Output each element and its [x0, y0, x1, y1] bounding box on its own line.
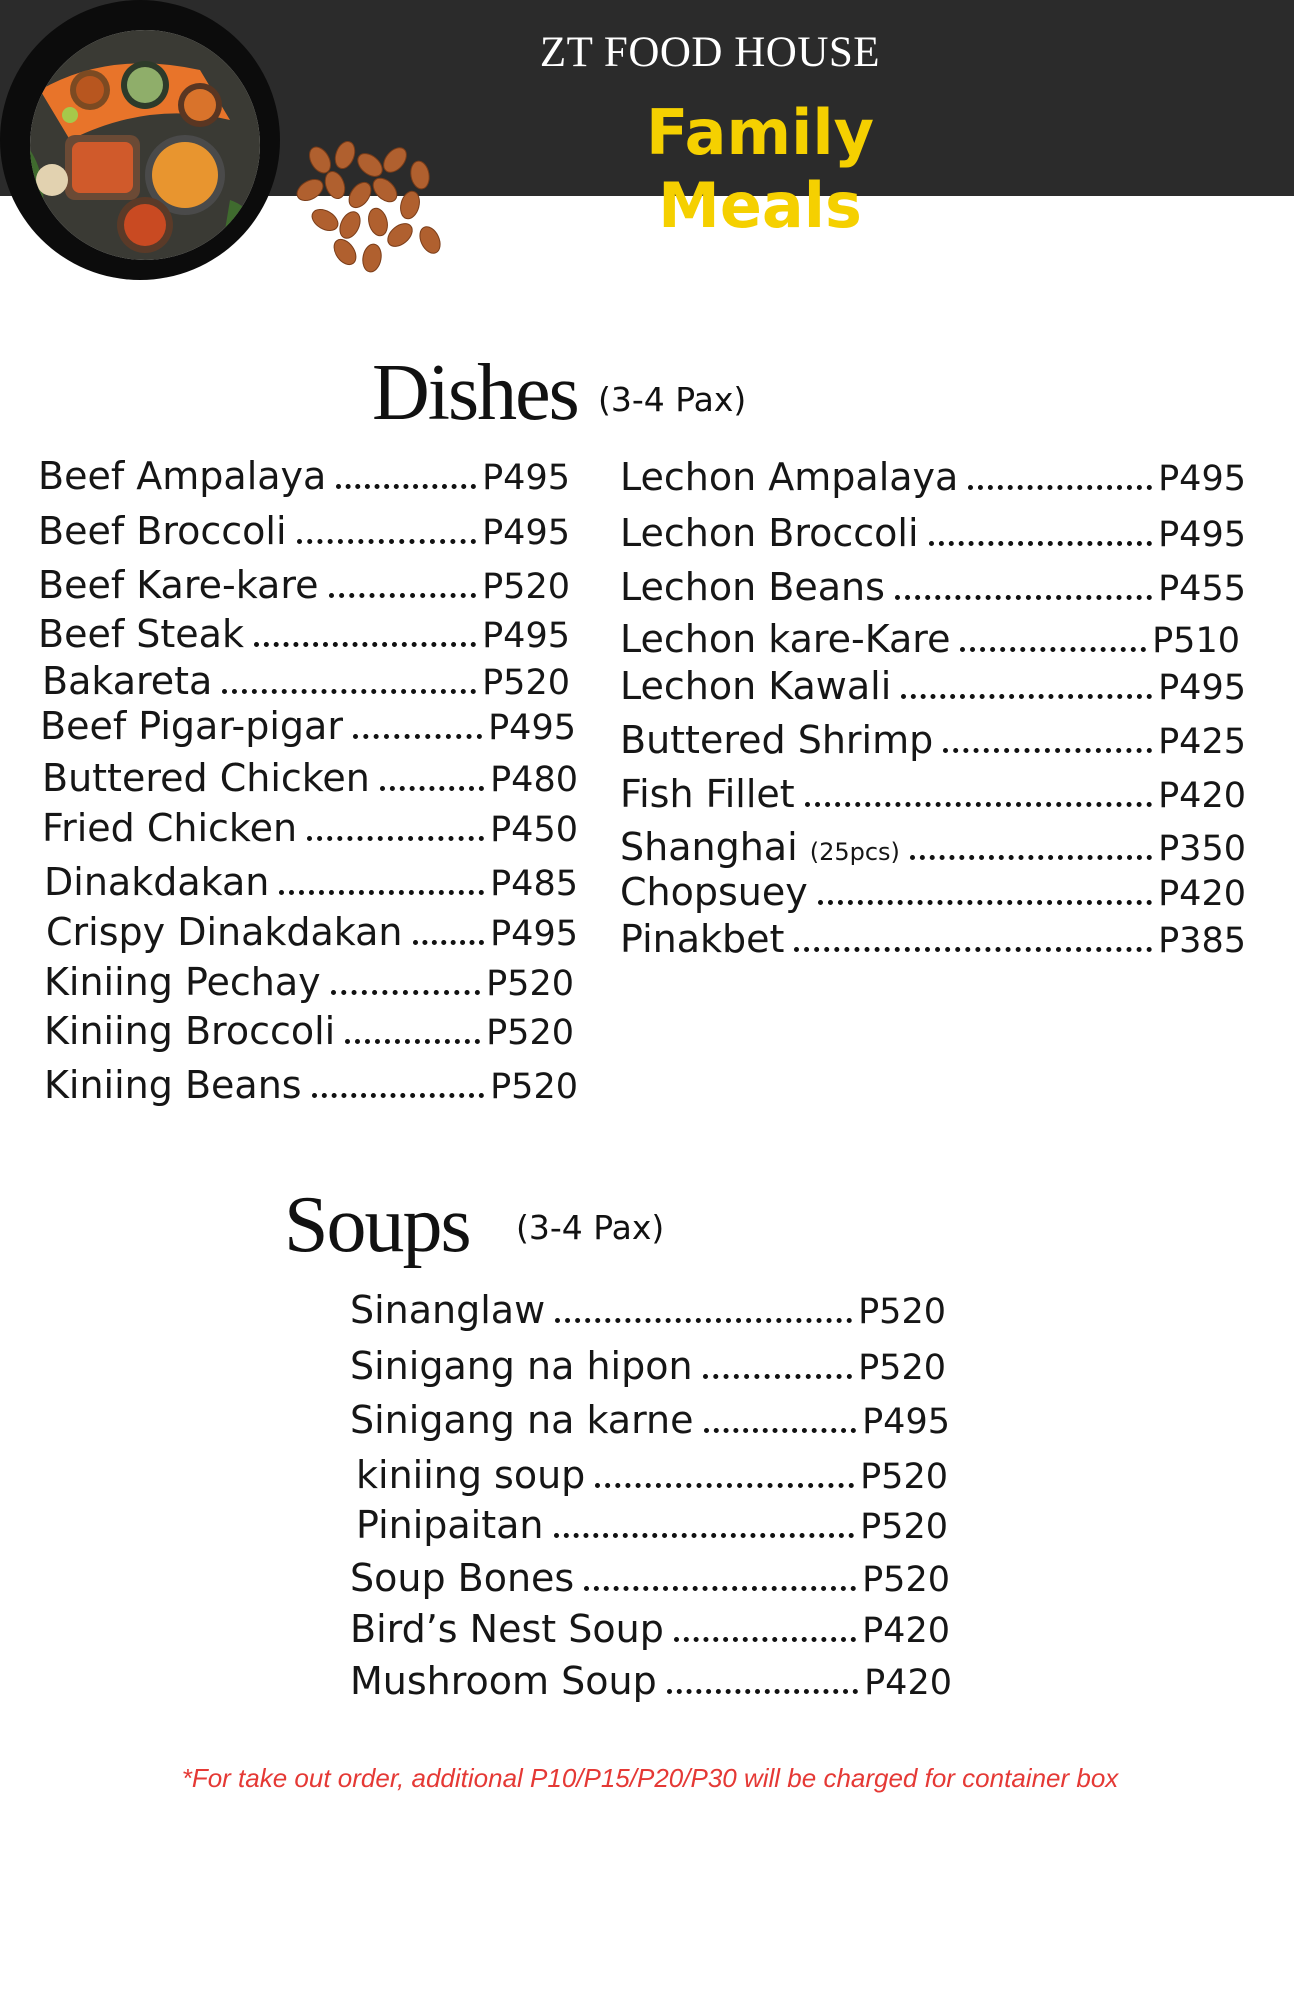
item-name: Beef Ampalaya — [38, 454, 327, 498]
dot-leader — [584, 1586, 856, 1591]
dot-leader — [345, 1039, 480, 1044]
item-price: P520 — [482, 663, 570, 703]
item-name: Beef Kare-kare — [38, 563, 319, 607]
menu-item-row — [620, 870, 1246, 916]
item-name: kiniing soup — [356, 1453, 586, 1497]
item-price: P425 — [1158, 722, 1246, 762]
item-name: Lechon Kawali — [620, 664, 892, 708]
dot-leader — [805, 802, 1152, 807]
item-price: P520 — [860, 1507, 948, 1547]
soups-subtitle: (3-4 Pax) — [516, 1208, 665, 1247]
dot-leader — [297, 539, 477, 544]
dishes-subtitle: (3-4 Pax) — [598, 380, 747, 419]
item-name: Kiniing Pechay — [44, 960, 321, 1004]
item-name: Sinigang na karne — [350, 1398, 694, 1442]
dot-leader — [380, 786, 484, 791]
menu-item-row — [620, 455, 1246, 501]
menu-item-row — [40, 704, 576, 750]
dot-leader — [254, 642, 476, 647]
menu-item-row — [38, 509, 570, 555]
dot-leader — [595, 1483, 854, 1488]
menu-item-row — [350, 1288, 946, 1334]
menu-item-row — [38, 612, 570, 658]
item-note: (25pcs) — [809, 838, 900, 866]
item-name: Beef Pigar-pigar — [40, 704, 343, 748]
dot-leader — [554, 1533, 855, 1538]
item-price: P520 — [482, 567, 570, 607]
item-name: Pinakbet — [620, 917, 785, 961]
item-price: P520 — [486, 1013, 574, 1053]
item-name: Fish Fillet — [620, 772, 795, 816]
menu-item-row — [42, 806, 578, 852]
item-price: P520 — [858, 1292, 946, 1332]
item-name: Fried Chicken — [42, 806, 298, 850]
menu-item-row — [620, 917, 1246, 963]
dot-leader — [331, 990, 480, 995]
dot-leader — [667, 1689, 858, 1694]
item-price: P420 — [862, 1611, 950, 1651]
item-name: Buttered Shrimp — [620, 718, 934, 762]
food-photo-logo — [0, 0, 280, 280]
menu-item-row — [46, 910, 578, 956]
item-price: P520 — [486, 964, 574, 1004]
item-name: Bakareta — [42, 659, 213, 703]
item-name: Pinipaitan — [356, 1503, 544, 1547]
menu-item-row — [356, 1503, 948, 1549]
menu-item-row — [356, 1453, 948, 1499]
menu-item-row — [350, 1344, 946, 1390]
item-price: P520 — [490, 1067, 578, 1107]
item-name: Buttered Chicken — [42, 756, 370, 800]
dot-leader — [329, 593, 477, 598]
item-price: P350 — [1158, 829, 1246, 869]
dot-leader — [704, 1428, 857, 1433]
item-name: Lechon Broccoli — [620, 511, 919, 555]
dot-leader — [279, 890, 484, 895]
menu-item-row — [42, 659, 570, 705]
dot-leader — [353, 734, 482, 739]
dot-leader — [307, 836, 484, 841]
item-price: P385 — [1158, 921, 1246, 961]
item-name: Lechon kare-Kare — [620, 617, 951, 661]
dot-leader — [674, 1637, 856, 1642]
item-name: Crispy Dinakdakan — [46, 910, 403, 954]
item-price: P495 — [482, 616, 570, 656]
takeout-note: *For take out order, additional P10/P15/P20/P30 will be charged for container box — [181, 1763, 1119, 1793]
item-name: Bird’s Nest Soup — [350, 1607, 664, 1651]
dot-leader — [895, 595, 1152, 600]
item-name: Lechon Beans — [620, 565, 885, 609]
dot-leader — [943, 748, 1152, 753]
dot-leader — [312, 1093, 485, 1098]
item-name: Beef Broccoli — [38, 509, 287, 553]
item-price: P520 — [860, 1457, 948, 1497]
dot-leader — [555, 1318, 852, 1323]
food-photo — [30, 30, 260, 260]
dot-leader — [818, 900, 1152, 905]
item-price: P495 — [1158, 459, 1246, 499]
item-name: Sinigang na hipon — [350, 1344, 693, 1388]
item-name: Kiniing Broccoli — [44, 1009, 336, 1053]
item-price: P495 — [1158, 668, 1246, 708]
item-price: P520 — [862, 1560, 950, 1600]
menu-item-row — [350, 1659, 952, 1705]
menu-item-row — [42, 756, 578, 802]
item-price: P520 — [858, 1348, 946, 1388]
menu-item-row — [620, 617, 1240, 663]
item-price: P420 — [1158, 776, 1246, 816]
menu-item-row — [620, 718, 1246, 764]
dot-leader — [794, 947, 1152, 952]
restaurant-name: ZT FOOD HOUSE — [539, 29, 881, 76]
dot-leader — [222, 689, 476, 694]
item-price: P495 — [862, 1402, 950, 1442]
dot-leader — [929, 541, 1153, 546]
item-name-text: Shanghai — [620, 825, 798, 869]
item-name: Beef Steak — [38, 612, 244, 656]
almonds-decoration — [290, 140, 450, 280]
menu-item-row — [44, 960, 574, 1006]
item-price: P495 — [1158, 515, 1246, 555]
menu-item-row — [620, 772, 1246, 818]
soups-title: Soups — [284, 1181, 470, 1269]
menu-item-row — [620, 825, 1246, 871]
item-price: P495 — [482, 458, 570, 498]
menu-item-row — [620, 565, 1246, 611]
item-price: P450 — [490, 810, 578, 850]
item-name — [620, 825, 900, 869]
menu-item-row — [620, 511, 1246, 557]
item-name: Kiniing Beans — [44, 1063, 302, 1107]
item-price: P495 — [490, 914, 578, 954]
item-price: P420 — [864, 1663, 952, 1703]
item-name: Sinanglaw — [350, 1288, 546, 1332]
dot-leader — [413, 940, 485, 945]
menu-item-row — [38, 454, 570, 500]
menu-item-row — [44, 1009, 574, 1055]
item-price: P480 — [490, 760, 578, 800]
item-name: Dinakdakan — [44, 860, 270, 904]
menu-item-row — [38, 563, 570, 609]
menu-item-row — [350, 1398, 950, 1444]
item-price: P485 — [490, 864, 578, 904]
dot-leader — [910, 855, 1152, 860]
item-price: P510 — [1152, 621, 1240, 661]
item-name: Chopsuey — [620, 870, 808, 914]
dot-leader — [336, 484, 476, 489]
dot-leader — [960, 647, 1146, 652]
item-price: P455 — [1158, 569, 1246, 609]
item-price: P495 — [488, 708, 576, 748]
item-price: P420 — [1158, 874, 1246, 914]
item-name: Lechon Ampalaya — [620, 455, 959, 499]
item-name: Mushroom Soup — [350, 1659, 657, 1703]
dot-leader — [703, 1374, 853, 1379]
menu-item-row — [44, 1063, 578, 1109]
menu-item-row — [620, 664, 1246, 710]
menu-item-row — [350, 1556, 950, 1602]
dot-leader — [968, 485, 1152, 490]
menu-item-row — [44, 860, 578, 906]
menu-item-row — [350, 1607, 950, 1653]
item-price: P495 — [482, 513, 570, 553]
dishes-title: Dishes — [372, 349, 578, 437]
item-name: Soup Bones — [350, 1556, 575, 1600]
menu-title: Family Meals — [645, 96, 875, 242]
dot-leader — [901, 694, 1152, 699]
